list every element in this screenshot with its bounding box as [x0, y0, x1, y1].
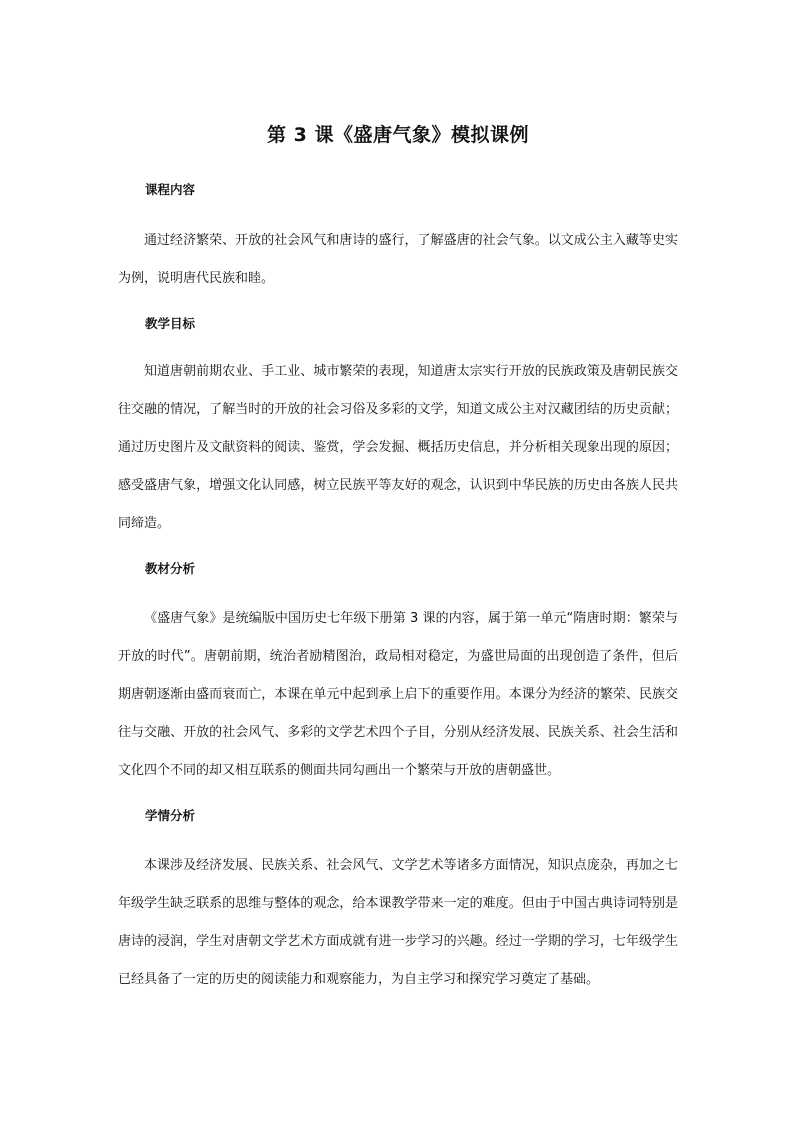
section-paragraph: 通过经济繁荣、开放的社会风气和唐诗的盛行，了解盛唐的社会气象。以文成公主入藏等史实为例，说明唐代民族和睦。	[118, 233, 678, 286]
section-material-analysis	[118, 559, 678, 790]
section-student-analysis	[118, 806, 678, 999]
section-paragraph: 知道唐朝前期农业、手工业、城市繁荣的表现，知道唐太宗实行开放的民族政策及唐朝民族交往交融的情况，了解当时的开放的社会习俗及多彩的文学，知道文成公主对汉藏团结的历史贡献；通过历史图片及文献资料的阅读、鉴赏，学会发掘、概括历史信息，并分析相关现象出现的原因；感受盛唐气象，增强文化认同感，树立民族平等友好的观念，认识到中华民族的历史由各族人民共同缔造。	[118, 364, 678, 531]
section-paragraph: 《盛唐气象》是统编版中国历史七年级下册第 3 课的内容，属于第一单元“隋唐时期：繁荣与开放的时代”。唐朝前期，统治者励精图治，政局相对稳定，为盛世局面的出现创造了条件，但后期唐朝逐渐由盛而衰而亡，本课在单元中起到承上启下的重要作用。本课分为经济的繁荣、民族交往与交融、开放的社会风气、多彩的文学艺术四个子目，分别从经济发展、民族关系、社会生活和文化四个不同的却又相互联系的侧面共同勾画出一个繁荣与开放的唐朝盛世。	[118, 611, 678, 778]
section-paragraph: 本课涉及经济发展、民族关系、社会风气、文学艺术等诸多方面情况，知识点庞杂，再加之七年级学生缺乏联系的思维与整体的观念，给本课教学带来一定的难度。但由于中国古典诗词特别是唐诗的浸润，学生对唐朝文学艺术方面成就有进一步学习的兴趣。经过一学期的学习，七年级学生已经具备了一定的历史的阅读能力和观察能力，为自主学习和探究学习奠定了基础。	[118, 858, 678, 987]
section-heading: 教学目标	[145, 316, 196, 331]
document-title: 第 3 课《盛唐气象》模拟课例	[267, 124, 529, 146]
section-heading: 教材分析	[145, 561, 196, 576]
section-course-content	[118, 180, 678, 298]
section-heading: 课程内容	[145, 182, 196, 197]
section-teaching-goals	[118, 314, 678, 543]
section-heading: 学情分析	[145, 808, 196, 823]
